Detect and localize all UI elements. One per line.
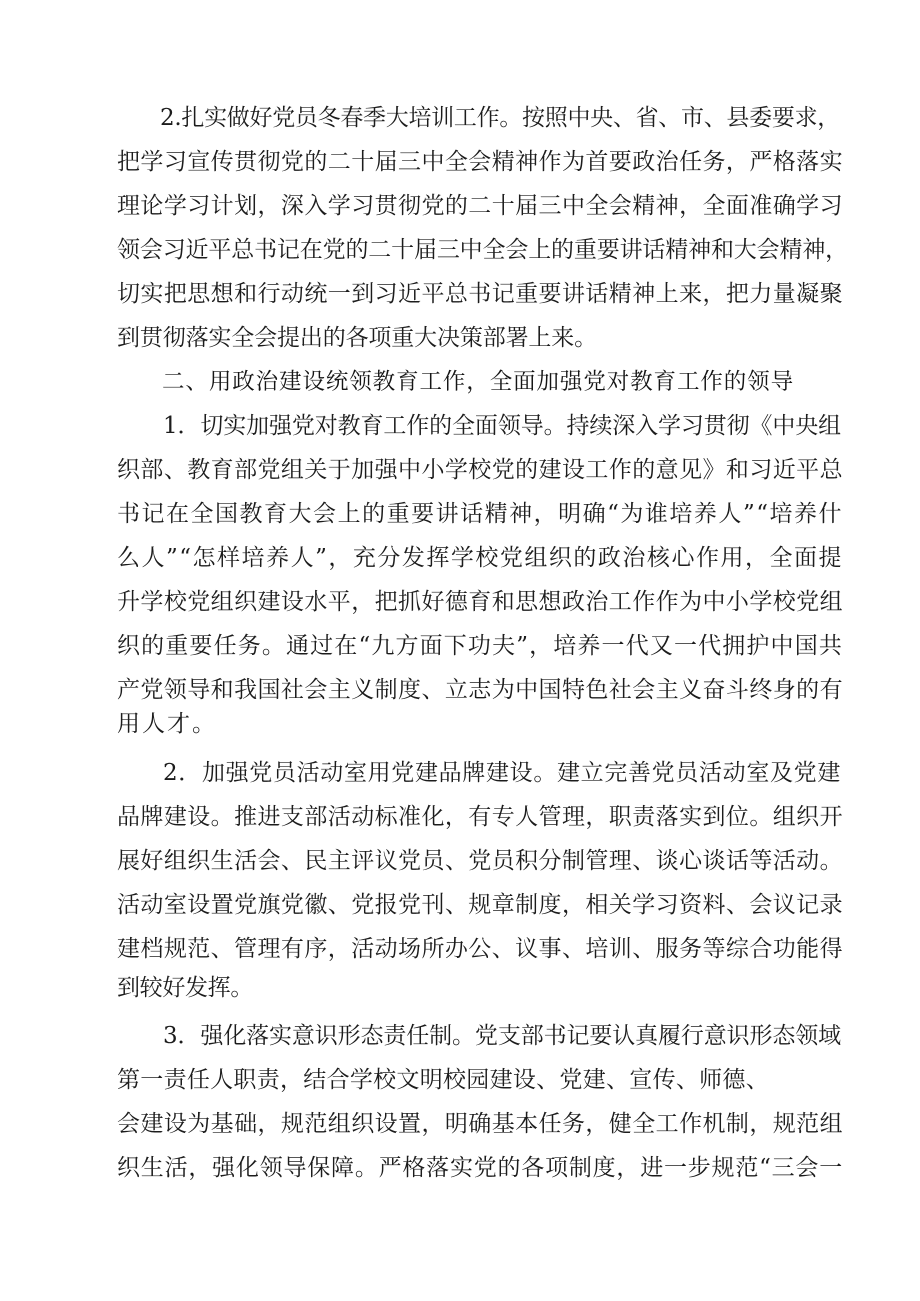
text-line: 领会习近平总书记在党的二十届三中全会上的重要讲话精神和大会精神， <box>117 237 848 263</box>
text-line: 到贯彻落实全会提出的各项重大决策部署上来。 <box>117 325 598 351</box>
text-line: 产党领导和我国社会主义制度、立志为中国特色社会主义奋斗终身的有 <box>117 677 843 703</box>
text-line: 会建设为基础，规范组织设置，明确基本任务，健全工作机制，规范组 <box>117 1111 843 1137</box>
text-line: 展好组织生活会、民主评议党员、党员积分制管理、谈心谈话等活动。 <box>117 848 843 874</box>
text-line: 1．切实加强党对教育工作的全面领导。持续深入学习贯彻《中央组 <box>163 413 841 439</box>
text-line: 升学校党组织建设水平，把抓好德育和思想政治工作作为中小学校党组 <box>117 589 843 615</box>
text-line: 3．强化落实意识形态责任制。党支部书记要认真履行意识形态领域 <box>163 1023 841 1049</box>
text-line: 第一责任人职责，结合学校文明校园建设、党建、宣传、师德、 <box>117 1067 769 1093</box>
text-line: 理论学习计划，深入学习贯彻党的二十届三中全会精神，全面准确学习 <box>117 193 843 219</box>
text-line: 品牌建设。推进支部活动标准化，有专人管理，职责落实到位。组织开 <box>117 804 843 830</box>
section-heading: 二、用政治建设统领教育工作，全面加强党对教育工作的领导 <box>162 369 794 395</box>
text-line: 到较好发挥。 <box>117 975 254 1001</box>
text-line: 书记在全国教育大会上的重要讲话精神，明确“为谁培养人”“培养什 <box>117 501 843 527</box>
text-line: 么人”“怎样培养人”，充分发挥学校党组织的政治核心作用，全面提 <box>117 545 843 571</box>
text-line: 织的重要任务。通过在“九方面下功夫”，培养一代又一代拥护中国共 <box>117 633 843 659</box>
text-line: 把学习宣传贯彻党的二十届三中全会精神作为首要政治任务，严格落实 <box>117 149 843 175</box>
text-line: 用人才。 <box>117 711 217 737</box>
text-line: 2.扎实做好党员冬春季大培训工作。按照中央、省、市、县委要求， <box>160 105 840 131</box>
text-line: 织生活，强化领导保障。严格落实党的各项制度，进一步规范“三会一 <box>117 1155 843 1181</box>
text-line: 切实把思想和行动统一到习近平总书记重要讲话精神上来，把力量凝聚 <box>117 281 843 307</box>
text-line: 2．加强党员活动室用党建品牌建设。建立完善党员活动室及党建 <box>163 760 841 786</box>
text-line: 建档规范、管理有序，活动场所办公、议事、培训、服务等综合功能得 <box>117 936 843 962</box>
text-line: 织部、教育部党组关于加强中小学校党的建设工作的意见》和习近平总 <box>117 457 843 483</box>
text-line: 活动室设置党旗党徽、党报党刊、规章制度，相关学习资料、会议记录 <box>117 892 843 918</box>
